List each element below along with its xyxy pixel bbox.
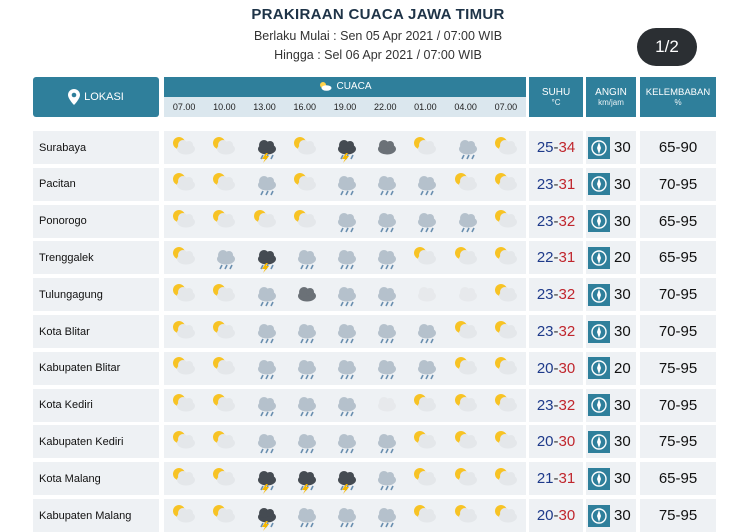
weather-icons [164, 499, 526, 532]
location-name: Kota Malang [33, 462, 159, 495]
table-row[interactable] [33, 278, 716, 311]
cloud-sun-icon [318, 81, 332, 91]
compass-icon [588, 468, 610, 490]
valid-until-text: Hingga : Sel 06 Apr 2021 / 07:00 WIB [274, 48, 482, 62]
wind-speed: 30 [614, 507, 631, 524]
temp-min: 21 [536, 470, 554, 488]
humidity: 70-95 [640, 168, 716, 201]
temp-max: 30 [558, 433, 576, 451]
rain-icon [244, 389, 284, 422]
temperature-range [529, 425, 583, 458]
compass-icon [588, 505, 610, 527]
location-name: Tulungagung [33, 278, 159, 311]
rain-icon [285, 352, 325, 385]
sun-cloud-icon [405, 499, 445, 532]
table-row[interactable] [33, 205, 716, 238]
table-row[interactable] [33, 315, 716, 348]
humidity: 75-95 [640, 425, 716, 458]
weather-icons [164, 425, 526, 458]
rain-icon [325, 389, 365, 422]
compass-icon [588, 357, 610, 379]
temp-max: 32 [558, 396, 576, 414]
location-name: Trenggalek [33, 241, 159, 274]
humidity: 65-90 [640, 131, 716, 164]
header-suhu-label: SUHU [541, 87, 571, 98]
temp-separator: - [553, 396, 559, 414]
sun-cloud-icon [204, 315, 244, 348]
sun-cloud-icon [446, 425, 486, 458]
temp-separator: - [553, 359, 559, 377]
sun-cloud-icon [405, 131, 445, 164]
sun-cloud-icon [486, 389, 526, 422]
wind-speed: 30 [614, 396, 631, 414]
humidity: 70-95 [640, 278, 716, 311]
rain-icon [325, 352, 365, 385]
sun-cloud-icon [164, 168, 204, 201]
sun-cloud-icon [285, 168, 325, 201]
rain-icon [285, 241, 325, 274]
sun-cloud-icon [486, 315, 526, 348]
rain-icon [325, 168, 365, 201]
temp-min: 23 [536, 286, 554, 304]
location-name: Kabupaten Kediri [33, 425, 159, 458]
page-indicator[interactable]: 1/2 [637, 28, 697, 66]
rain-icon [285, 499, 325, 532]
rain-icon [405, 352, 445, 385]
storm-icon [285, 462, 325, 495]
table-row[interactable] [33, 168, 716, 201]
rain-icon [325, 425, 365, 458]
header-cuaca-label: CUACA [336, 80, 372, 92]
wind-speed: 20 [614, 249, 631, 267]
temp-min: 20 [536, 359, 554, 377]
time-slot-label: 13.00 [253, 102, 276, 112]
temp-min: 23 [536, 396, 554, 414]
time-slot-label: 19.00 [333, 102, 357, 112]
rain-icon [285, 315, 325, 348]
temperature-range [529, 315, 583, 348]
location-pin-icon [68, 89, 80, 105]
rain-icon [365, 315, 405, 348]
temperature-range [529, 131, 583, 164]
sun-cloud-icon [204, 205, 244, 238]
storm-icon [244, 462, 284, 495]
rain-icon [285, 389, 325, 422]
cloud-icon [365, 389, 405, 422]
time-slot-label: 10.00 [213, 102, 236, 112]
rain-icon [446, 131, 486, 164]
compass-icon [588, 284, 610, 306]
sun-cloud-icon [446, 168, 486, 201]
time-slot-label: 16.00 [293, 102, 317, 112]
header-angin [586, 77, 636, 117]
compass-icon [588, 431, 610, 453]
wind-speed: 30 [614, 323, 631, 340]
rain-icon [365, 352, 405, 385]
wind-speed: 30 [614, 286, 631, 304]
location-name: Surabaya [33, 131, 159, 164]
location-name: Pacitan [33, 168, 159, 201]
rain-icon [365, 499, 405, 532]
temperature-range [529, 462, 583, 495]
page-title: PRAKIRAAN CUACA JAWA TIMUR [251, 6, 505, 23]
sun-cloud-icon [405, 425, 445, 458]
temp-separator: - [553, 470, 559, 488]
storm-icon [244, 499, 284, 532]
humidity: 75-95 [640, 352, 716, 385]
dark-cloud-icon [285, 278, 325, 311]
sun-cloud-icon [204, 462, 244, 495]
rain-icon [365, 462, 405, 495]
storm-icon [325, 462, 365, 495]
temp-min: 20 [536, 507, 554, 524]
header-suhu [529, 77, 583, 117]
rain-icon [285, 425, 325, 458]
compass-icon [588, 137, 610, 159]
temp-separator: - [553, 433, 559, 451]
wind-cell [586, 131, 636, 164]
temperature-range [529, 499, 583, 532]
header-lokasi [33, 77, 159, 117]
dark-cloud-icon [365, 131, 405, 164]
temp-min: 23 [536, 175, 554, 193]
sun-cloud-icon [446, 499, 486, 532]
weather-icons [164, 352, 526, 385]
compass-icon [588, 247, 610, 269]
temperature-range [529, 278, 583, 311]
wind-speed: 30 [614, 212, 631, 230]
sun-cloud-icon [486, 131, 526, 164]
cloud-icon [446, 278, 486, 311]
sun-cloud-icon [204, 425, 244, 458]
temp-min: 22 [536, 249, 554, 267]
sun-cloud-icon [164, 241, 204, 274]
temp-separator: - [553, 139, 559, 156]
weather-icons [164, 131, 526, 164]
sun-cloud-icon [164, 462, 204, 495]
location-name: Kota Kediri [33, 389, 159, 422]
header-lokasi-label: LOKASI [84, 91, 124, 103]
sun-cloud-icon [204, 389, 244, 422]
table-row[interactable] [33, 499, 716, 532]
header-kelembaban-unit: % [674, 98, 682, 107]
sun-cloud-icon [285, 131, 325, 164]
rain-icon [244, 352, 284, 385]
header-angin-label: ANGIN [595, 87, 627, 98]
location-name: Kota Blitar [33, 315, 159, 348]
sun-cloud-icon [204, 278, 244, 311]
compass-icon [588, 173, 610, 195]
storm-icon [244, 241, 284, 274]
compass-icon [588, 394, 610, 416]
rain-icon [325, 241, 365, 274]
temp-separator: - [553, 323, 559, 340]
wind-speed: 30 [614, 139, 631, 156]
rain-icon [405, 168, 445, 201]
wind-speed: 30 [614, 470, 631, 488]
header-angin-unit: km/jam [598, 98, 624, 107]
wind-cell [586, 205, 636, 238]
humidity: 70-95 [640, 389, 716, 422]
temp-max: 31 [558, 470, 576, 488]
sun-cloud-icon [486, 499, 526, 532]
weather-icons [164, 315, 526, 348]
sun-cloud-icon [285, 205, 325, 238]
sun-cloud-icon [486, 352, 526, 385]
rain-icon [446, 205, 486, 238]
rain-icon [405, 205, 445, 238]
sun-cloud-icon [164, 425, 204, 458]
table-row[interactable] [33, 131, 716, 164]
weather-icons [164, 389, 526, 422]
table-row[interactable] [33, 389, 716, 422]
time-slot-label: 07.00 [494, 102, 518, 112]
rain-icon [365, 278, 405, 311]
temp-min: 25 [536, 139, 554, 156]
header-cuaca [164, 77, 526, 117]
wind-speed: 20 [614, 359, 631, 377]
sun-cloud-icon [486, 425, 526, 458]
temp-separator: - [553, 175, 559, 193]
sun-cloud-icon [446, 352, 486, 385]
humidity: 70-95 [640, 315, 716, 348]
rain-icon [325, 315, 365, 348]
temp-max: 32 [558, 323, 576, 340]
header-suhu-unit: °C [551, 98, 561, 107]
time-slot-label: 07.00 [172, 102, 196, 112]
weather-icons [164, 168, 526, 201]
temp-min: 23 [536, 323, 554, 340]
rain-icon [325, 499, 365, 532]
temp-min: 23 [536, 212, 554, 230]
temp-separator: - [553, 286, 559, 304]
sun-cloud-icon [486, 278, 526, 311]
rain-icon [244, 278, 284, 311]
sun-cloud-icon [204, 131, 244, 164]
sun-cloud-icon [446, 315, 486, 348]
storm-icon [325, 131, 365, 164]
sun-cloud-icon [164, 352, 204, 385]
sun-cloud-icon [486, 205, 526, 238]
temp-max: 31 [558, 249, 576, 267]
wind-cell [586, 389, 636, 422]
sun-cloud-icon [405, 462, 445, 495]
rain-icon [325, 205, 365, 238]
temp-max: 34 [558, 139, 576, 156]
rain-icon [405, 315, 445, 348]
time-slot-label: 22.00 [373, 102, 397, 112]
sun-cloud-icon [164, 131, 204, 164]
sun-cloud-icon [204, 499, 244, 532]
temp-max: 30 [558, 359, 576, 377]
time-slots [164, 97, 526, 117]
table-row[interactable] [33, 241, 716, 274]
table-row[interactable] [33, 462, 716, 495]
sun-cloud-icon [446, 462, 486, 495]
sun-cloud-icon [204, 168, 244, 201]
wind-cell [586, 352, 636, 385]
sun-cloud-icon [446, 389, 486, 422]
header-kelembaban [640, 77, 716, 117]
wind-cell [586, 168, 636, 201]
sun-cloud-icon [164, 278, 204, 311]
temp-separator: - [553, 249, 559, 267]
wind-cell [586, 499, 636, 532]
compass-icon [588, 210, 610, 232]
time-slot-label: 01.00 [414, 102, 437, 112]
temp-max: 32 [558, 286, 576, 304]
sun-cloud-icon [486, 462, 526, 495]
humidity: 65-95 [640, 462, 716, 495]
compass-icon [588, 321, 610, 343]
temp-separator: - [553, 212, 559, 230]
sun-cloud-icon [164, 205, 204, 238]
temperature-range [529, 241, 583, 274]
temperature-range [529, 389, 583, 422]
location-name: Kabupaten Malang [33, 499, 159, 532]
temp-max: 31 [558, 175, 576, 193]
wind-cell [586, 278, 636, 311]
rain-icon [244, 315, 284, 348]
header-kelembaban-label: KELEMBABAN [645, 87, 711, 98]
wind-speed: 30 [614, 433, 631, 451]
temperature-range [529, 205, 583, 238]
sun-cloud-icon [164, 389, 204, 422]
wind-cell [586, 425, 636, 458]
rain-icon [365, 241, 405, 274]
temperature-range [529, 352, 583, 385]
time-slot-label: 04.00 [454, 102, 477, 112]
wind-cell [586, 462, 636, 495]
temperature-range [529, 168, 583, 201]
rain-icon [244, 168, 284, 201]
sun-cloud-icon [486, 168, 526, 201]
sun-cloud-icon [405, 389, 445, 422]
valid-from-text: Berlaku Mulai : Sen 05 Apr 2021 / 07:00 WIB [253, 29, 503, 43]
rain-icon [365, 425, 405, 458]
temp-min: 20 [536, 433, 554, 451]
wind-cell [586, 315, 636, 348]
weather-icons [164, 278, 526, 311]
humidity: 65-95 [640, 205, 716, 238]
table-row[interactable] [33, 352, 716, 385]
sun-cloud-icon [164, 499, 204, 532]
rain-icon [365, 168, 405, 201]
sun-cloud-icon [244, 205, 284, 238]
weather-icons [164, 462, 526, 495]
wind-cell [586, 241, 636, 274]
table-row[interactable] [33, 425, 716, 458]
rain-icon [204, 241, 244, 274]
location-name: Kabupaten Blitar [33, 352, 159, 385]
rain-icon [365, 205, 405, 238]
wind-speed: 30 [614, 175, 631, 193]
storm-icon [244, 131, 284, 164]
location-name: Ponorogo [33, 205, 159, 238]
temp-separator: - [553, 507, 559, 524]
rain-icon [325, 278, 365, 311]
temp-max: 32 [558, 212, 576, 230]
sun-cloud-icon [405, 241, 445, 274]
sun-cloud-icon [446, 241, 486, 274]
humidity: 75-95 [640, 499, 716, 532]
humidity: 65-95 [640, 241, 716, 274]
sun-cloud-icon [486, 241, 526, 274]
sun-cloud-icon [164, 315, 204, 348]
temp-max: 30 [558, 507, 576, 524]
sun-cloud-icon [204, 352, 244, 385]
weather-icons [164, 241, 526, 274]
weather-icons [164, 205, 526, 238]
rain-icon [244, 425, 284, 458]
cloud-icon [405, 278, 445, 311]
